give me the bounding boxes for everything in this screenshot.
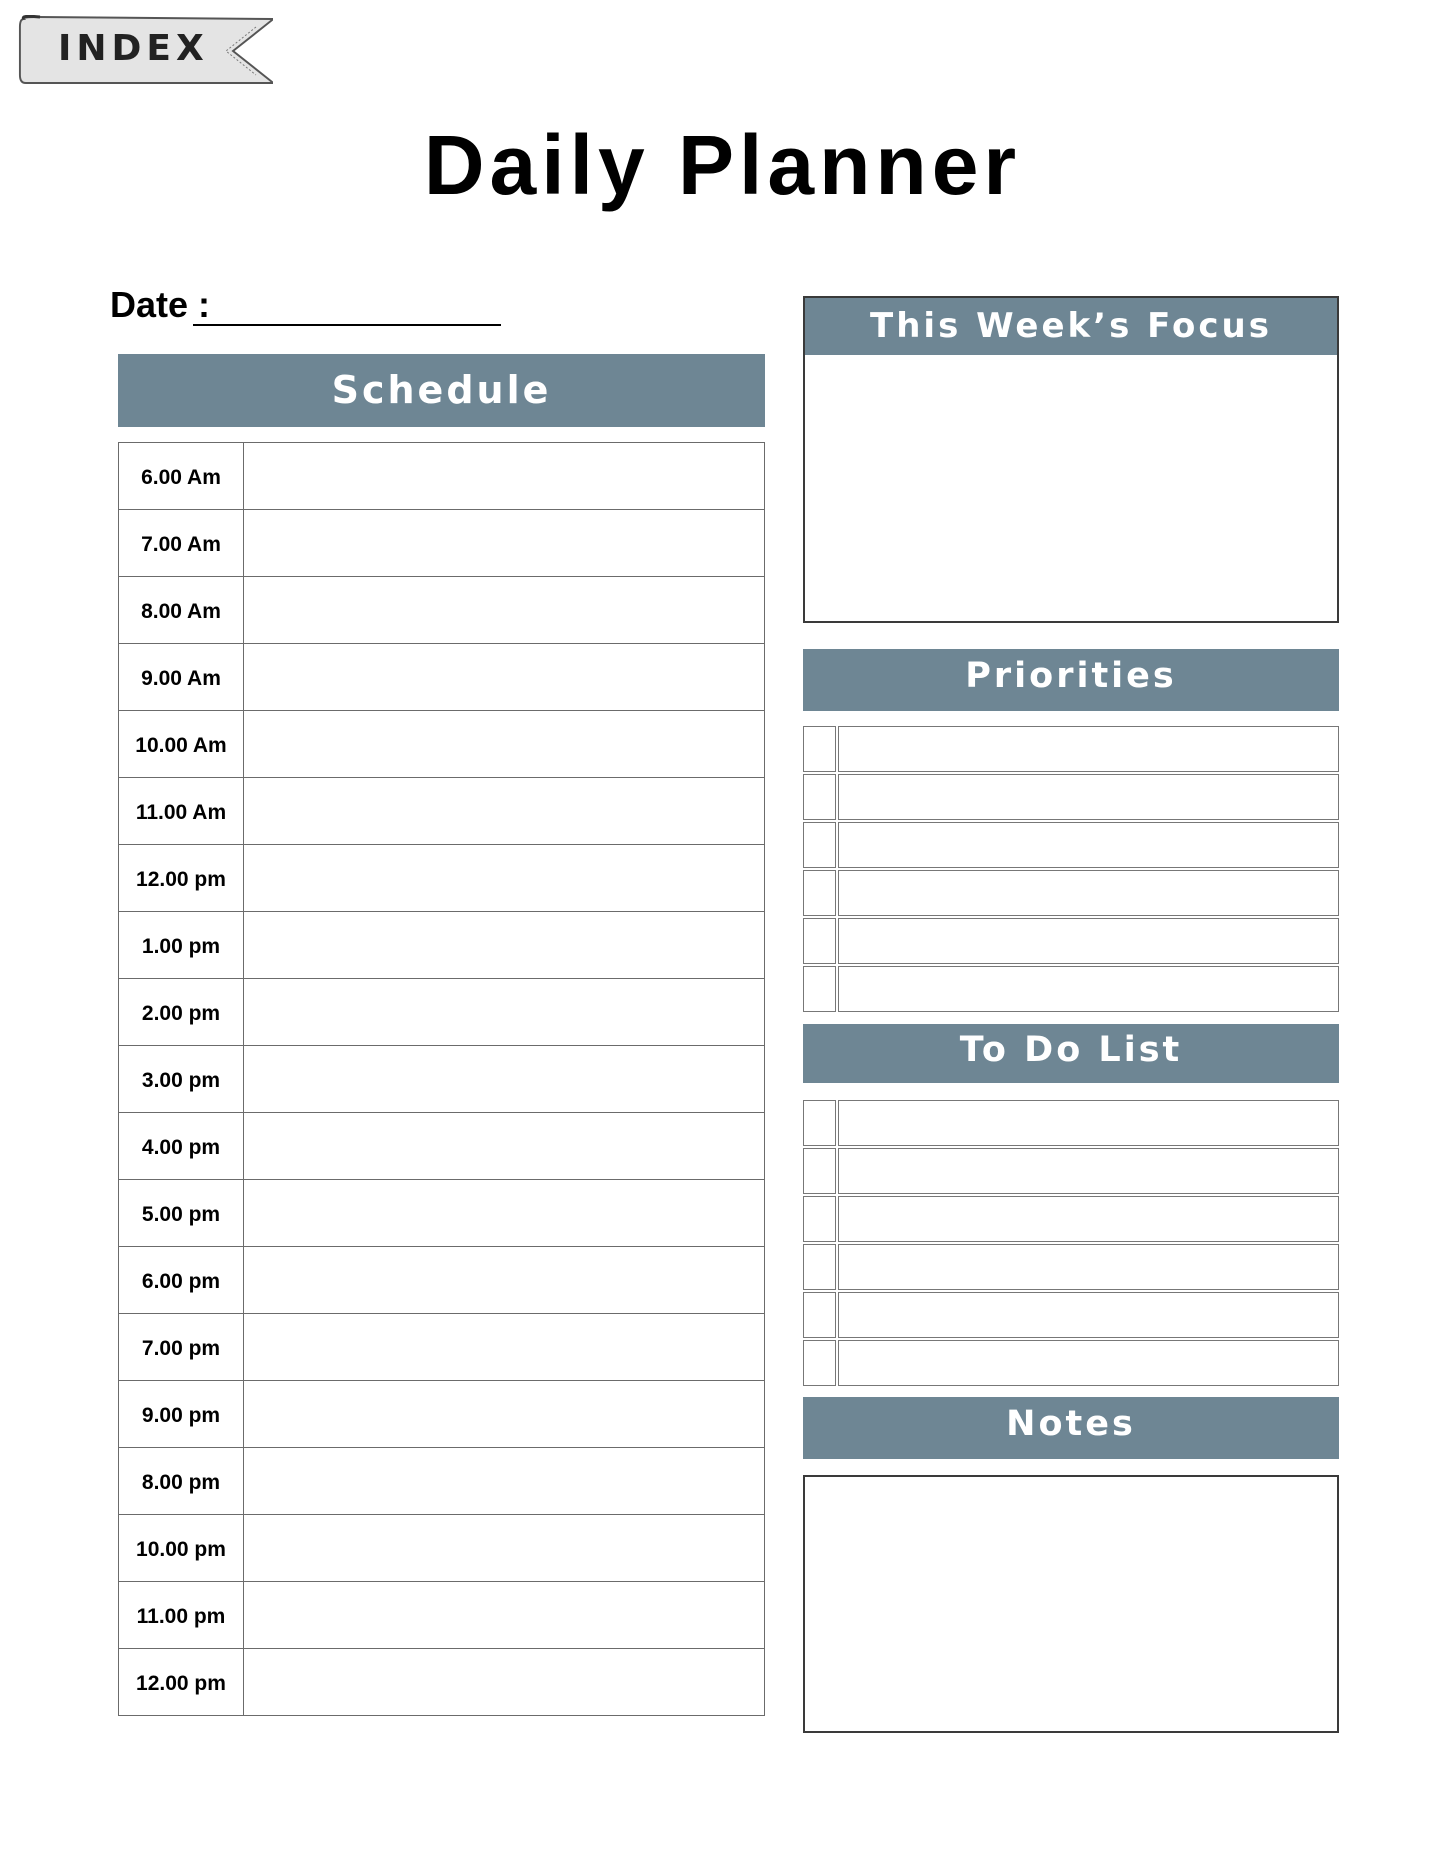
- date-label: Date :: [110, 284, 211, 325]
- schedule-row: [119, 1582, 765, 1649]
- schedule-time-label: 9.00 pm: [119, 1381, 244, 1448]
- priority-entry-field[interactable]: [838, 774, 1339, 820]
- todo-entry-field[interactable]: [838, 1196, 1339, 1242]
- schedule-row: [119, 1247, 765, 1314]
- schedule-entry-field[interactable]: [244, 1448, 765, 1515]
- schedule-time-label: 11.00 pm: [119, 1582, 244, 1649]
- schedule-entry-field[interactable]: [244, 1381, 765, 1448]
- schedule-entry-field[interactable]: [244, 912, 765, 979]
- schedule-time-label: 10.00 Am: [119, 711, 244, 778]
- priority-row: [803, 774, 1339, 820]
- weekly-focus-area[interactable]: [805, 355, 1337, 621]
- schedule-row: [119, 443, 765, 510]
- schedule-time-label: 6.00 Am: [119, 443, 244, 510]
- todo-entry-field[interactable]: [838, 1100, 1339, 1146]
- priority-entry-field[interactable]: [838, 870, 1339, 916]
- schedule-time-label: 7.00 Am: [119, 510, 244, 577]
- priority-checkbox[interactable]: [803, 870, 836, 916]
- schedule-entry-field[interactable]: [244, 1247, 765, 1314]
- todo-entry-field[interactable]: [838, 1148, 1339, 1194]
- priority-row: [803, 726, 1339, 772]
- todo-list: [803, 1100, 1339, 1388]
- priority-entry-field[interactable]: [838, 726, 1339, 772]
- schedule-entry-field[interactable]: [244, 443, 765, 510]
- schedule-time-label: 3.00 pm: [119, 1046, 244, 1113]
- schedule-row: [119, 711, 765, 778]
- schedule-row: [119, 1113, 765, 1180]
- schedule-time-label: 10.00 pm: [119, 1515, 244, 1582]
- priorities-list: [803, 726, 1339, 1014]
- schedule-entry-field[interactable]: [244, 577, 765, 644]
- schedule-row: [119, 1046, 765, 1113]
- priority-checkbox[interactable]: [803, 726, 836, 772]
- schedule-time-label: 8.00 Am: [119, 577, 244, 644]
- schedule-entry-field[interactable]: [244, 979, 765, 1046]
- schedule-time-label: 7.00 pm: [119, 1314, 244, 1381]
- index-label: INDEX: [58, 28, 209, 69]
- schedule-entry-field[interactable]: [244, 711, 765, 778]
- todo-row: [803, 1196, 1339, 1242]
- schedule-time-label: 2.00 pm: [119, 979, 244, 1046]
- todo-checkbox[interactable]: [803, 1100, 836, 1146]
- page-title: Daily Planner: [423, 118, 1022, 212]
- todo-checkbox[interactable]: [803, 1196, 836, 1242]
- weekly-focus-box: [803, 296, 1339, 623]
- schedule-time-label: 12.00 pm: [119, 1649, 244, 1716]
- priority-row: [803, 966, 1339, 1012]
- schedule-entry-field[interactable]: [244, 510, 765, 577]
- date-field[interactable]: [193, 324, 501, 326]
- todo-entry-field[interactable]: [838, 1340, 1339, 1386]
- priority-entry-field[interactable]: [838, 918, 1339, 964]
- schedule-header: Schedule: [118, 354, 765, 427]
- todo-row: [803, 1244, 1339, 1290]
- schedule-time-label: 11.00 Am: [119, 778, 244, 845]
- schedule-entry-field[interactable]: [244, 644, 765, 711]
- todo-header: To Do List: [803, 1024, 1339, 1083]
- todo-row: [803, 1292, 1339, 1338]
- schedule-table: [118, 442, 765, 1716]
- schedule-entry-field[interactable]: [244, 1180, 765, 1247]
- schedule-row: [119, 644, 765, 711]
- notes-area[interactable]: [803, 1475, 1339, 1733]
- priority-checkbox[interactable]: [803, 966, 836, 1012]
- schedule-row: [119, 912, 765, 979]
- schedule-row: [119, 1448, 765, 1515]
- schedule-row: [119, 778, 765, 845]
- schedule-row: [119, 1180, 765, 1247]
- todo-entry-field[interactable]: [838, 1292, 1339, 1338]
- priority-checkbox[interactable]: [803, 918, 836, 964]
- schedule-row: [119, 1515, 765, 1582]
- todo-entry-field[interactable]: [838, 1244, 1339, 1290]
- priority-checkbox[interactable]: [803, 822, 836, 868]
- schedule-time-label: 12.00 pm: [119, 845, 244, 912]
- schedule-time-label: 4.00 pm: [119, 1113, 244, 1180]
- schedule-entry-field[interactable]: [244, 1649, 765, 1716]
- priorities-header: Priorities: [803, 649, 1339, 711]
- weekly-focus-header: This Week’s Focus: [805, 298, 1337, 355]
- schedule-entry-field[interactable]: [244, 1046, 765, 1113]
- todo-checkbox[interactable]: [803, 1148, 836, 1194]
- priority-row: [803, 822, 1339, 868]
- schedule-row: [119, 979, 765, 1046]
- schedule-row: [119, 845, 765, 912]
- todo-row: [803, 1148, 1339, 1194]
- schedule-time-label: 6.00 pm: [119, 1247, 244, 1314]
- schedule-time-label: 5.00 pm: [119, 1180, 244, 1247]
- priority-row: [803, 870, 1339, 916]
- priority-row: [803, 918, 1339, 964]
- schedule-time-label: 1.00 pm: [119, 912, 244, 979]
- priority-entry-field[interactable]: [838, 966, 1339, 1012]
- schedule-time-label: 8.00 pm: [119, 1448, 244, 1515]
- schedule-entry-field[interactable]: [244, 778, 765, 845]
- schedule-entry-field[interactable]: [244, 845, 765, 912]
- schedule-entry-field[interactable]: [244, 1582, 765, 1649]
- schedule-row: [119, 510, 765, 577]
- todo-checkbox[interactable]: [803, 1340, 836, 1386]
- todo-row: [803, 1340, 1339, 1386]
- schedule-row: [119, 1381, 765, 1448]
- schedule-row: [119, 1649, 765, 1716]
- schedule-time-label: 9.00 Am: [119, 644, 244, 711]
- schedule-row: [119, 577, 765, 644]
- todo-checkbox[interactable]: [803, 1244, 836, 1290]
- schedule-entry-field[interactable]: [244, 1314, 765, 1381]
- schedule-entry-field[interactable]: [244, 1515, 765, 1582]
- priority-entry-field[interactable]: [838, 822, 1339, 868]
- notes-header: Notes: [803, 1397, 1339, 1459]
- schedule-entry-field[interactable]: [244, 1113, 765, 1180]
- priority-checkbox[interactable]: [803, 774, 836, 820]
- schedule-row: [119, 1314, 765, 1381]
- todo-checkbox[interactable]: [803, 1292, 836, 1338]
- index-tab[interactable]: [18, 15, 273, 87]
- todo-row: [803, 1100, 1339, 1146]
